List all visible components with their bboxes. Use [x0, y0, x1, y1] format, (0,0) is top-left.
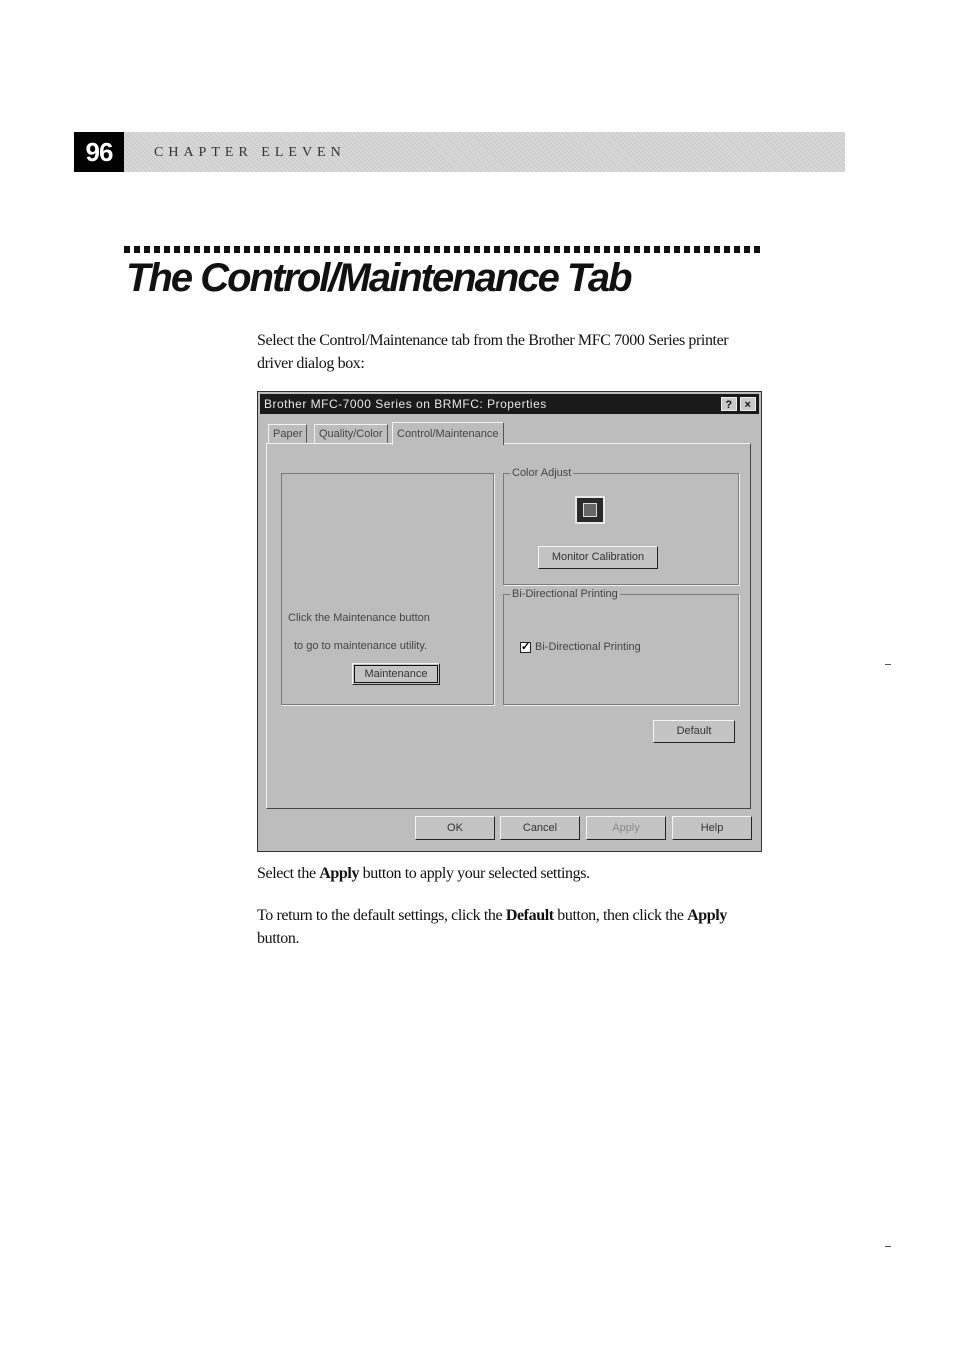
- apply-instruction-bold: Apply: [319, 865, 360, 882]
- bidirectional-checkbox-label[interactable]: Bi-Directional Printing: [535, 641, 641, 653]
- help-icon[interactable]: ?: [721, 397, 737, 411]
- close-icon[interactable]: ×: [740, 397, 756, 411]
- apply-instruction-post: button to apply your selected settings.: [359, 865, 590, 882]
- bidirectional-group: [503, 588, 739, 705]
- color-adjust-legend: Color Adjust: [512, 467, 572, 479]
- default-instruction: [257, 904, 757, 950]
- default-instruction-bold-default: Default: [505, 907, 554, 924]
- default-instruction-mid: button, then click the: [553, 907, 688, 924]
- properties-dialog: [257, 391, 762, 852]
- tab-control-maintenance[interactable]: Control/Maintenance: [392, 422, 504, 445]
- bidirectional-legend: Bi-Directional Printing: [512, 588, 618, 600]
- apply-button[interactable]: Apply: [586, 816, 666, 840]
- cancel-button[interactable]: Cancel: [500, 816, 580, 840]
- default-button[interactable]: Default: [653, 720, 735, 743]
- title-dotted-rule: [124, 246, 762, 253]
- ok-button[interactable]: OK: [415, 816, 495, 840]
- tab-panel: [266, 443, 751, 809]
- tab-quality-color[interactable]: Quality/Color: [314, 424, 388, 444]
- page-title: The Control/Maintenance Tab: [126, 256, 631, 300]
- chapter-header-band: [74, 132, 845, 172]
- margin-tick-mark: [885, 664, 891, 665]
- monitor-calibration-button[interactable]: Monitor Calibration: [538, 546, 658, 569]
- default-instruction-pre: To return to the default settings, click the: [257, 907, 506, 924]
- default-instruction-bold-apply: Apply: [687, 907, 727, 924]
- intro-paragraph: Select the Control/Maintenance tab from the Brother MFC 7000 Series printer driver dialog box:: [257, 332, 729, 372]
- page-number: 96: [74, 132, 124, 172]
- default-instruction-post: button.: [257, 930, 300, 947]
- margin-tick-mark: [885, 1246, 891, 1247]
- tab-paper[interactable]: Paper: [268, 424, 307, 444]
- help-button[interactable]: Help: [672, 816, 752, 840]
- apply-instruction-pre: Select the: [257, 865, 320, 882]
- monitor-icon: [575, 496, 605, 524]
- color-adjust-group: [503, 467, 739, 585]
- dialog-title: Brother MFC-7000 Series on BRMFC: Properties: [264, 397, 547, 411]
- chapter-label: CHAPTER ELEVEN: [154, 145, 346, 160]
- maintenance-group: [281, 473, 494, 705]
- dialog-titlebar: [260, 394, 759, 414]
- bidirectional-checkbox[interactable]: ✓: [521, 641, 531, 653]
- maintenance-text-line2: to go to maintenance utility.: [294, 640, 428, 652]
- maintenance-text-line1: Click the Maintenance button: [288, 612, 430, 624]
- apply-instruction: [257, 862, 757, 885]
- maintenance-button[interactable]: Maintenance: [352, 663, 440, 685]
